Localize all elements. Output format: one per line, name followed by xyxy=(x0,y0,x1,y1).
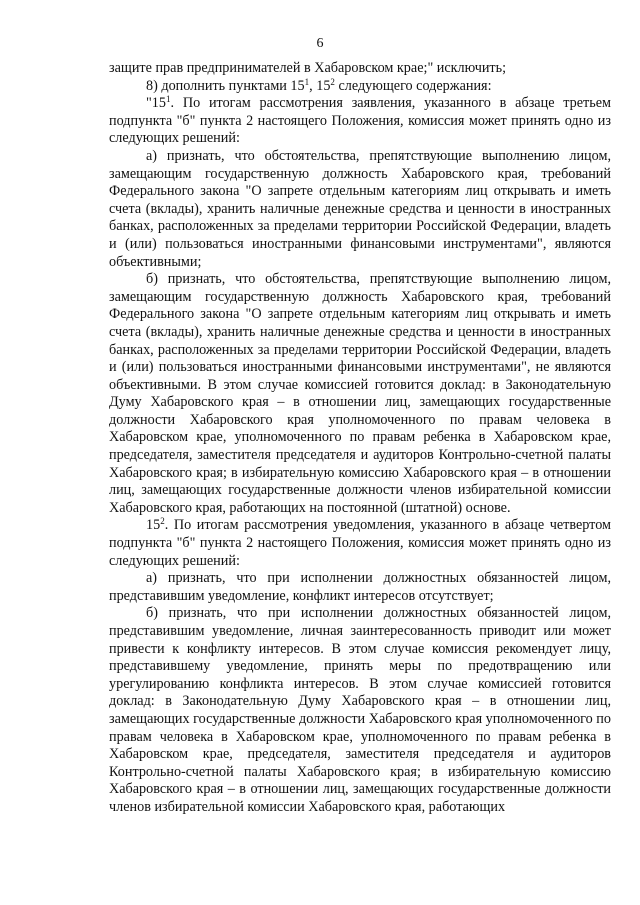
paragraph-6 xyxy=(109,517,611,570)
paragraph-3-superscript: 1 xyxy=(165,94,171,105)
paragraph-2-text-end: следующего содержания: xyxy=(334,77,492,94)
document-body xyxy=(109,60,611,817)
paragraph-2 xyxy=(109,78,611,96)
paragraph-3-text-start: "15 xyxy=(146,95,166,112)
paragraph-8: б) признать, что при исполнении должностных обязанностей лицом, представившим уведомление, личная заинтересованность приводит или может привести к конфликту интересов. В этом случае комиссия рекомендует лицу, представившему уведомление, принять меры по предотвращению или урегулированию конфликта интересов. В этом случае комиссией готовится доклад: в Законодательную Думу Хабаровского края – в отношении лиц, замещающих государственные должности Хабаровского края уполномоченного по правам человека в Хабаровском крае, уполномоченного по правам ребенка в Хабаровском крае, председателя, заместителя председателя и аудиторов Контрольно-счетной палаты Хабаровского края; в избирательную комиссию Хабаровского края – в отношении лиц, замещающих государственные должности членов избирательной комиссии Хабаровского края, работающих xyxy=(109,605,611,815)
page-number: 6 xyxy=(316,36,324,51)
paragraph-1: защите прав предпринимателей в Хабаровском крае;" исключить; xyxy=(109,60,507,76)
paragraph-6-text-start: 15 xyxy=(146,517,161,534)
paragraph-2-superscript-2: 2 xyxy=(330,76,335,87)
paragraph-5: б) признать, что обстоятельства, препятствующие выполнению лицом, замещающим государственную должность Хабаровского края, требований Федерального закона "О запрете отдельным категориям лиц открывать и иметь счета (вклады), хранить наличные денежные средства и ценности в иностранных банках, расположенных за пределами территории Российской Федерации, владеть и (или) пользоваться иностранными финансовыми инструментами", не являются объективными. В этом случае комиссией готовится доклад: в Законодательную Думу Хабаровского края – в отношении лиц, замещающих государственные должности Хабаровского края уполномоченного по правам человека в Хабаровском крае, уполномоченного по правам ребенка в Хабаровском крае, председателя, заместителя председателя и аудиторов Контрольно-счетной палаты Хабаровского края; в избирательную комиссию Хабаровского края – в отношении лиц, замещающих государственные должности членов избирательной комиссии Хабаровского края, работающих на постоянной (штатной) основе. xyxy=(109,271,611,516)
paragraph-4: а) признать, что обстоятельства, препятствующие выполнению лицом, замещающим государственную должность Хабаровского края, требований Федерального закона "О запрете отдельным категориям лиц открывать и иметь счета (вклады), хранить наличные денежные средства и ценности в иностранных банках, расположенных за пределами территории Российской Федерации, владеть и (или) пользоваться иностранными финансовыми инструментами", являются объективными; xyxy=(109,147,611,270)
paragraph-6-text-end: . По итогам рассмотрения уведомления, указанного в абзаце четвертом подпункта "б" пункта 2 настоящего Положения, комиссия может принять одно из следующих решений: xyxy=(109,517,611,569)
paragraph-2-superscript-1: 1 xyxy=(304,76,310,87)
paragraph-7: а) признать, что при исполнении должностных обязанностей лицом, представившим уведомление, конфликт интересов отсутствует; xyxy=(109,570,611,604)
paragraph-3 xyxy=(109,95,611,148)
paragraph-3-text-end: . По итогам рассмотрения заявления, указанного в абзаце третьем подпункта "б" пункта 2 настоящего Положения, комиссия может принять одно из следующих решений: xyxy=(109,95,611,147)
paragraph-6-superscript: 2 xyxy=(160,516,165,527)
paragraph-2-text-start: 8) дополнить пунктами 15 xyxy=(146,77,305,94)
paragraph-2-text-middle: , 15 xyxy=(309,77,331,94)
